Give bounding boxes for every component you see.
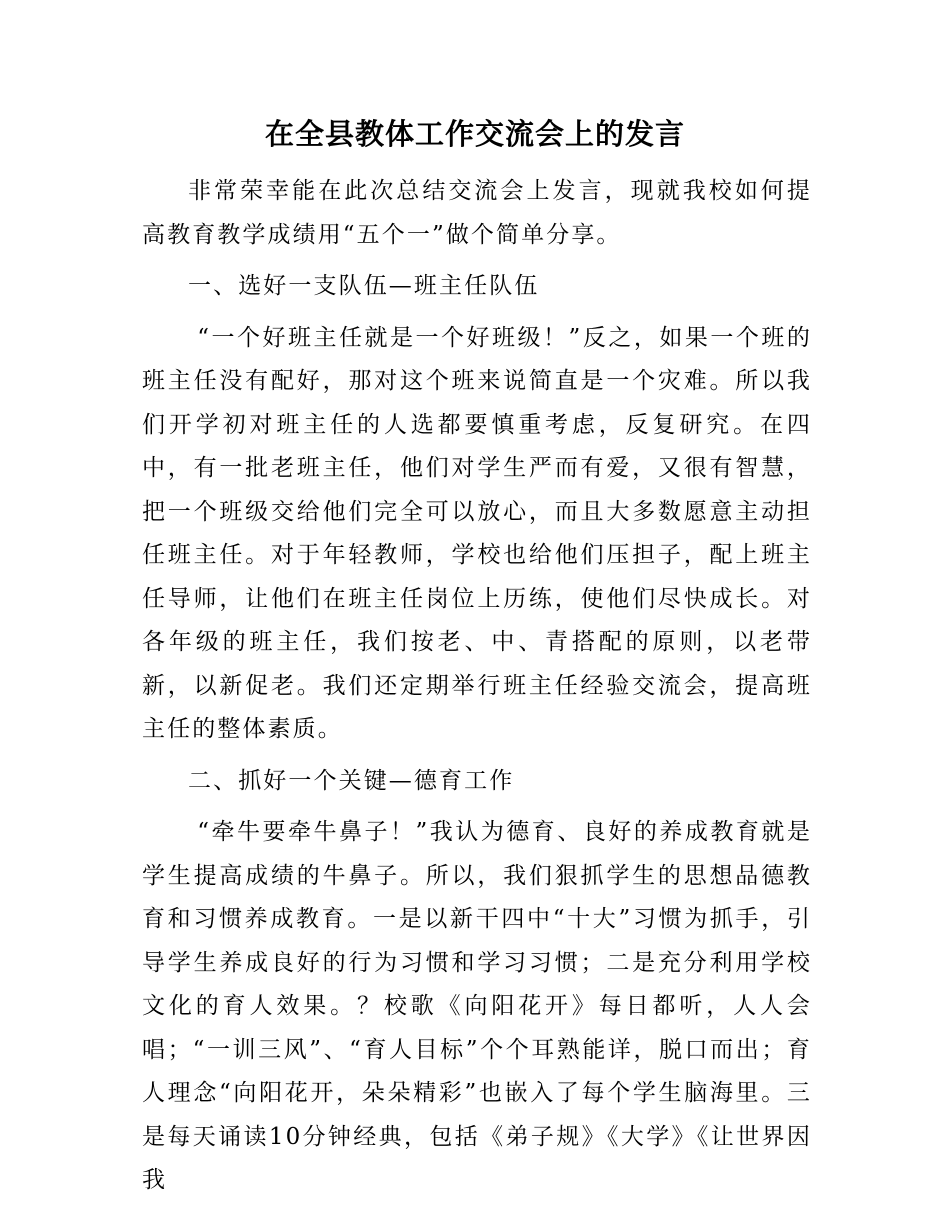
section-heading-2: 二、抓好一个关键—德育工作: [188, 767, 515, 794]
document-title: 在全县教体工作交流会上的发言: [264, 117, 685, 151]
section-2-paragraph: “牵牛要牵牛鼻子！”我认为德育、良好的养成教育就是学生提高成绩的牛鼻子。所以，我们狠抓学生的思想品德教育和习惯养成教育。一是以新干四中“十大”习惯为抓手，引导学生养成良好的行为习惯和学习习惯；二是充分利用学校文化的育人效果。？校歌《向阳花开》每日都听，人人会唱；“一训三风”、“育人目标”个个耳熟能详，脱口而出；育人理念“向阳花开，朵朵精彩”也嵌入了每个学生脑海里。三是每天诵读10分钟经典，包括《弟子规》《大学》《让世界因我: [142, 819, 812, 1193]
document-body: [142, 170, 812, 1211]
section-1-paragraph: “一个好班主任就是一个好班级！”反之，如果一个班的班主任没有配好，那对这个班来说简直是一个灾难。所以我们开学初对班主任的人选都要慎重考虑，反复研究。在四中，有一批老班主任，他们对学生严而有爱，又很有智慧，把一个班级交给他们完全可以放心，而且大多数愿意主动担任班主任。对于年轻教师，学校也给他们压担子，配上班主任导师，让他们在班主任岗位上历练，使他们尽快成长。对各年级的班主任，我们按老、中、青搭配的原则，以老带新，以新促老。我们还定期举行班主任经验交流会，提高班主任的整体素质。: [142, 324, 812, 742]
section-heading-1: 一、选好一支队伍—班主任队伍: [188, 273, 540, 299]
intro-paragraph: 非常荣幸能在此次总结交流会上发言，现就我校如何提高教育教学成绩用“五个一”做个简单分享。: [142, 178, 812, 248]
